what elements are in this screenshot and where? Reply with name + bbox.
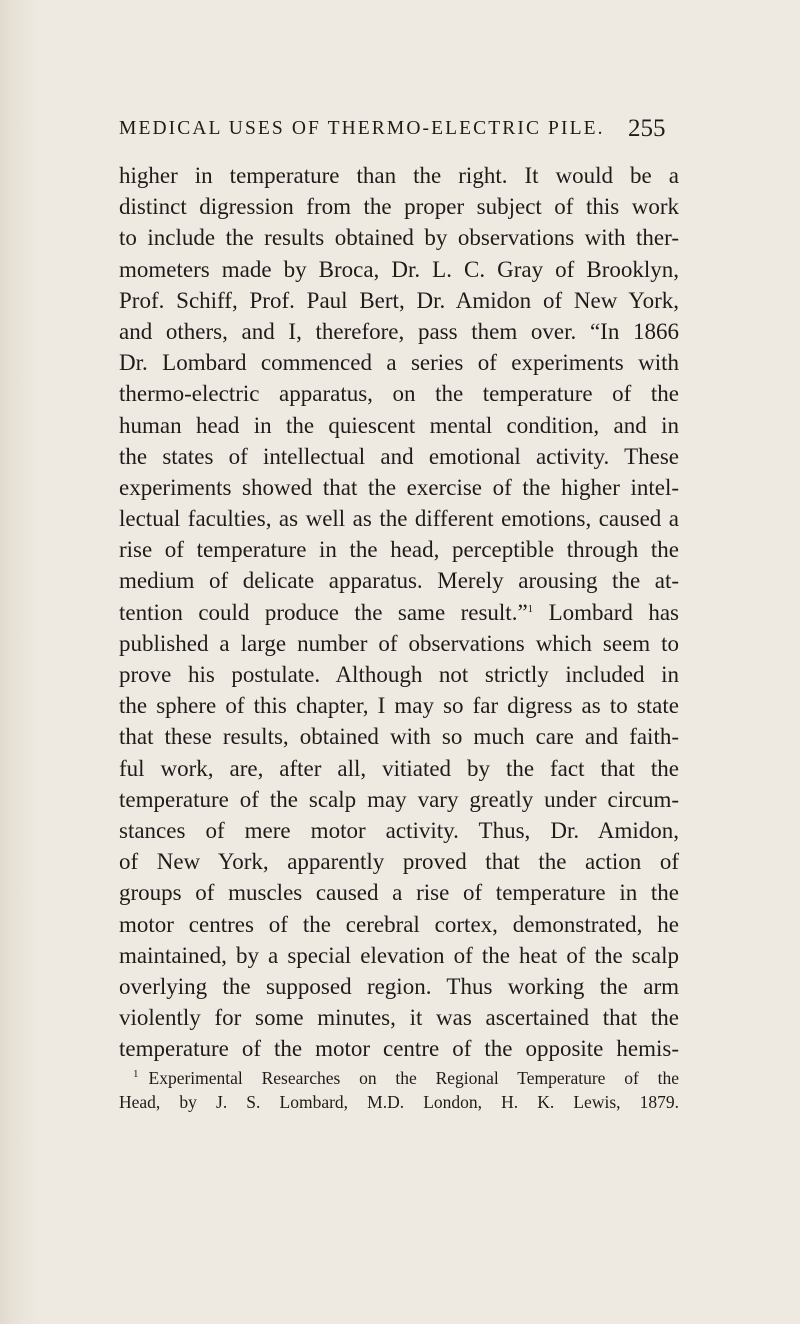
body-line: medium of delicate apparatus. Merely arousing the at- <box>119 568 679 594</box>
body-line: and others, and I, therefore, pass them over. “In 1866 <box>119 318 679 344</box>
page-number: 255 <box>628 115 666 142</box>
quote-end-text: tention could produce the same result.” <box>119 599 528 625</box>
body-line: Dr. Lombard commenced a series of experiments with <box>119 350 679 376</box>
body-line: ful work, are, after all, vitiated by the fact that the <box>119 755 679 781</box>
footnote-line: Head, by J. S. Lombard, M.D. London, H. K. Lewis, 1879. <box>119 1092 679 1112</box>
body-line: prove his postulate. Although not strictly included in <box>119 662 679 687</box>
body-line: published a large number of observations which seem to <box>119 630 679 656</box>
footnote-reference: 1 <box>527 602 534 615</box>
body-line: distinct digression from the proper subject of this work <box>119 194 679 220</box>
body-line: mometers made by Broca, Dr. L. C. Gray of Brooklyn, <box>119 256 679 282</box>
body-line: temperature of the motor centre of the opposite hemis- <box>119 1036 679 1062</box>
body-line: the states of intellectual and emotional activity. These <box>119 443 679 469</box>
body-line: temperature of the scalp may vary greatly under circum- <box>119 786 679 812</box>
body-line: stances of mere motor activity. Thus, Dr. Amidon, <box>119 817 679 843</box>
body-line: to include the results obtained by observations with ther- <box>119 225 679 251</box>
footnote-text: Experimental Researches on the Regional Temperature of the <box>148 1068 679 1088</box>
body-line: violently for some minutes, it was ascertained that the <box>119 1005 679 1031</box>
body-paragraph <box>119 160 679 1064</box>
body-line: the sphere of this chapter, I may so far digress as to state <box>119 693 679 719</box>
body-line-with-footnote-ref <box>119 597 679 628</box>
body-line: higher in temperature than the right. It would be a <box>119 163 679 188</box>
running-title: MEDICAL USES OF THERMO-ELECTRIC PILE. <box>119 118 605 139</box>
footnote-marker: 1 <box>133 1068 139 1080</box>
body-line: overlying the supposed region. Thus working the arm <box>119 973 679 999</box>
body-line: experiments showed that the exercise of the higher intel- <box>119 474 679 500</box>
body-line: lectual faculties, as well as the different emotions, caused a <box>119 506 679 532</box>
footnote <box>119 1066 679 1114</box>
body-line: that these results, obtained with so much care and faith- <box>119 724 679 750</box>
body-line: groups of muscles caused a rise of temperature in the <box>119 880 679 906</box>
body-line: rise of temperature in the head, perceptible through the <box>119 537 679 563</box>
quote-continuation-text: Lombard has <box>533 599 679 625</box>
body-line: of New York, apparently proved that the action of <box>119 849 679 875</box>
body-line: motor centres of the cerebral cortex, demonstrated, he <box>119 911 679 937</box>
body-line: thermo-electric apparatus, on the temperature of the <box>119 381 679 407</box>
body-line: Prof. Schiff, Prof. Paul Bert, Dr. Amidon of New York, <box>119 287 679 313</box>
running-head <box>0 115 800 148</box>
body-line: human head in the quiescent mental condition, and in <box>119 412 679 438</box>
footnote-line <box>119 1066 679 1090</box>
body-line: maintained, by a special elevation of the heat of the scalp <box>119 942 679 968</box>
